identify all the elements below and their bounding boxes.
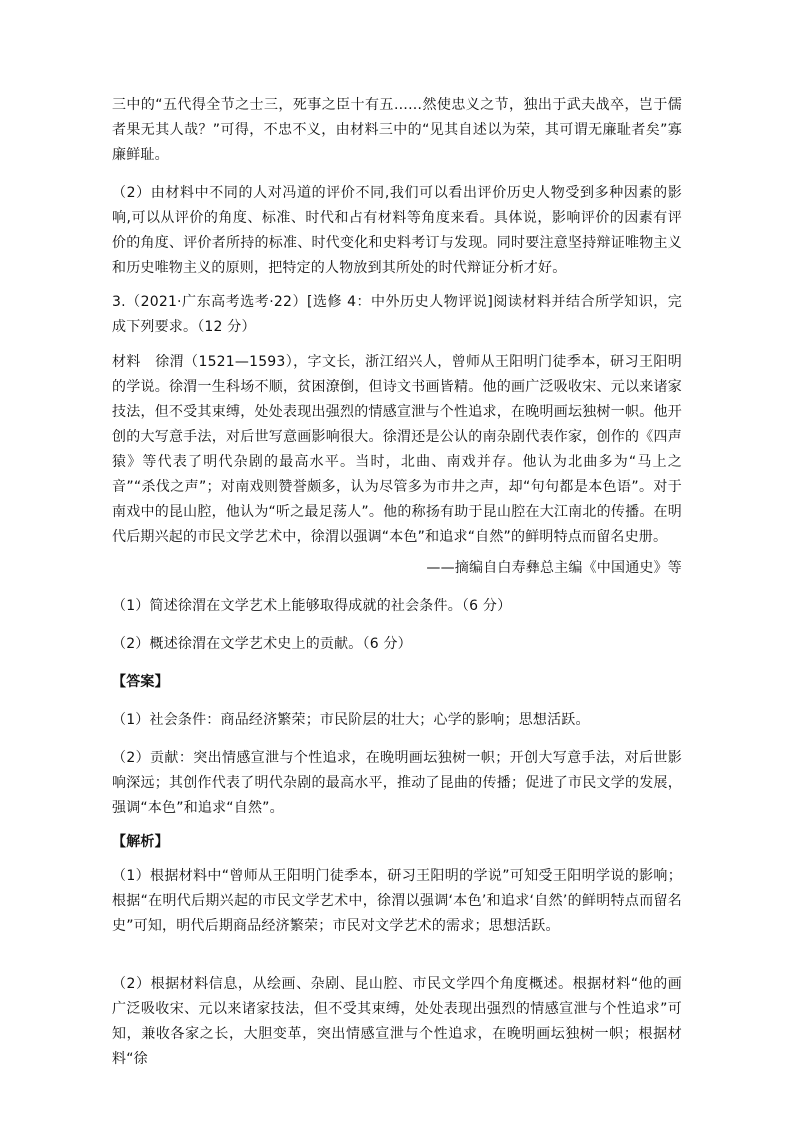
question-2: （2）概述徐渭在文学艺术史上的贡献。（6 分）	[112, 636, 412, 652]
paragraph-analysis-2: （2）由材料中不同的人对冯道的评价不同,我们可以看出评价历史人物受到多种因素的影响,可以从评价的角度、标准、时代和占有材料等角度来看。具体说，影响评价的因素有评价的角度、评价者所持的标准、时代变化和史料考订与发现。同时要注意坚持辩证唯物主义和历史唯物主义的原则，把特定的人物放到其所处的时代辩证分析才好。	[112, 185, 682, 276]
analysis-1: （1）根据材料中“曾师从王阳明门徒季本，研习王阳明的学说”可知受王阳明学说的影响；根据“在明代后期兴起的市民文学艺术中，徐渭以强调‘本色’和追求‘自然’的鲜明特点而留名史”可知，明代后期商品经济繁荣；市民对文学艺术的需求；思想活跃。	[112, 868, 682, 934]
answer-2: （2）贡献：突出情感宣泄与个性追求，在晚明画坛独树一帜；开创大写意手法，对后世影响深远；其创作代表了明代杂剧的最高水平，推动了昆曲的传播；促进了市民文学的发展，强调“本色”和追求“自然”。	[112, 750, 682, 816]
answer-heading: 【答案】	[112, 674, 169, 690]
question-1: （1）简述徐渭在文学艺术上能够取得成就的社会条件。（6 分）	[112, 598, 512, 614]
material-source: ——摘编自白寿彝总主编《中国通史》等	[426, 560, 682, 576]
analysis-2: （2）根据材料信息，从绘画、杂剧、昆山腔、市民文学四个角度概述。根据材料“他的画广泛吸收宋、元以来诸家技法，但不受其束缚，处处表现出强烈的情感宣泄与个性追求”可知，兼收各家之长，大胆变革，突出情感宣泄与个性追求，在晚明画坛独树一帜；根据材料“徐	[112, 976, 682, 1067]
answer-1: （1）社会条件：商品经济繁荣；市民阶层的壮大；心学的影响；思想活跃。	[112, 712, 590, 728]
analysis-heading: 【解析】	[112, 834, 169, 850]
question-header: 3.（2021·广东高考选考·22）[选修 4：中外历史人物评说]阅读材料并结合所学知识，完成下列要求。（12 分）	[112, 294, 682, 335]
paragraph-analysis-continued: 三中的“五代得全节之士三，死事之臣十有五……然使忠义之节，独出于武夫战卒，岂于儒者果无其人哉？”可得，不忠不义，由材料三中的“见其自述以为荣，其可谓无廉耻者矣”寡廉鲜耻。	[112, 97, 682, 163]
material-paragraph: 材料 徐渭（1521—1593），字文长，浙江绍兴人，曾师从王阳明门徒季本，研习王阳明的学说。徐渭一生科场不顺，贫困潦倒，但诗文书画皆精。他的画广泛吸收宋、元以来诸家技法，但不受其束缚，处处表现出强烈的情感宣泄与个性追求，在晚明画坛独树一帜。他开创的大写意手法，对后世写意画影响很大。徐渭还是公认的南杂剧代表作家，创作的《四声猿》等代表了明代杂剧的最高水平。当时，北曲、南戏并存。他认为北曲多为“马上之音”“杀伐之声”；对南戏则赞誉颇多，认为尽管多为市井之声，却“句句都是本色语”。对于南戏中的昆山腔，他认为“听之最足荡人”。他的称扬有助于昆山腔在大江南北的传播。在明代后期兴起的市民文学艺术中，徐渭以强调“本色”和追求“自然”的鲜明特点而留名史册。	[112, 354, 682, 545]
